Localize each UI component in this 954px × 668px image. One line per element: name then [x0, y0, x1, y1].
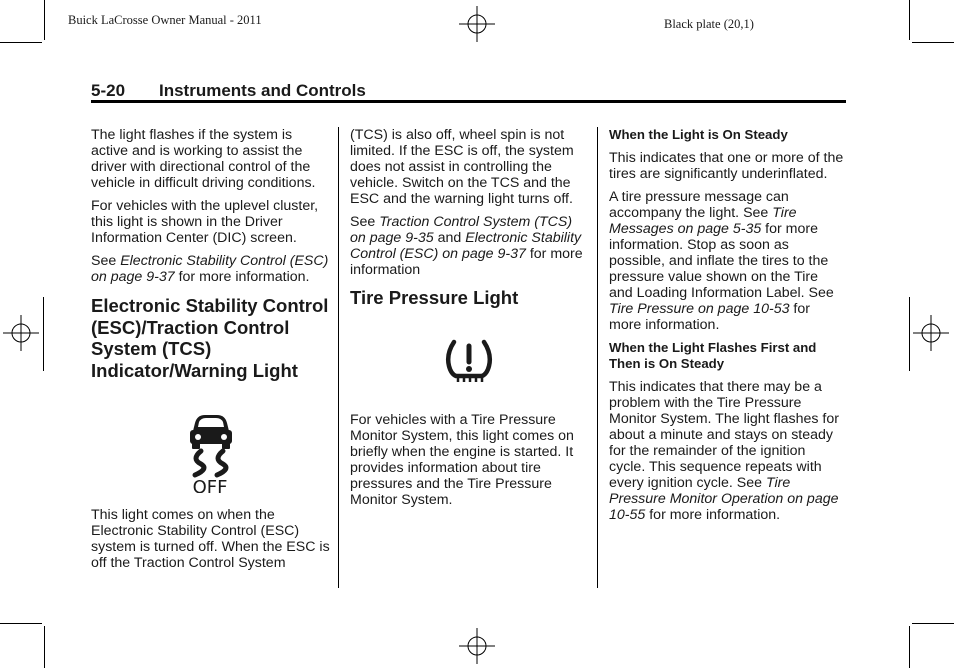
crop-mark — [912, 623, 954, 624]
subheading: When the Light is On Steady — [609, 127, 788, 142]
paragraph: This light comes on when the Electronic Stability Control (ESC) system is turned off. When the ESC is off the Traction Control System — [91, 507, 330, 571]
cross-reference: Electronic Stability Control (ESC) on page 9-37 — [91, 253, 329, 285]
text: for more information. — [645, 507, 781, 523]
column-divider — [597, 127, 598, 588]
cross-reference: Tire Pressure on page 10-53 — [609, 301, 790, 317]
text: for more information — [350, 246, 583, 278]
text: for more information. — [609, 301, 810, 333]
paragraph: The light flashes if the system is active and is working to assist the driver with directional control of the vehicle in difficult driving conditions. — [91, 127, 316, 191]
plate-label-right: Black plate (20,1) — [664, 17, 754, 31]
tire-pressure-icon — [350, 336, 588, 386]
crop-mark — [44, 626, 45, 668]
text: A tire pressure message can accompany the light. See — [609, 189, 789, 221]
text: for more information. — [174, 269, 310, 285]
esc-off-icon — [91, 411, 331, 493]
text: for more information. Stop as soon as possible, and inflate the tires to the pressure value shown on the Tire and Loading Information Label. See — [609, 221, 834, 301]
registration-mark-icon — [913, 315, 949, 351]
crop-mark — [44, 0, 45, 40]
paragraph — [91, 253, 331, 285]
text: See — [91, 253, 121, 269]
page-number: 5-20 — [91, 81, 126, 100]
page-header — [91, 81, 366, 101]
text: This indicates that there may be a problem with the Tire Pressure Monitor System. The light flashes for about a minute and stays on steady for the remainder of the ignition cycle. This sequence repeats with every ignition cycle. See — [609, 379, 839, 491]
crop-mark — [43, 297, 44, 371]
section-heading: Tire Pressure Light — [350, 287, 519, 308]
paragraph — [609, 379, 845, 523]
text: See — [350, 214, 380, 230]
cross-reference: Electronic Stability Control (ESC) on page 9-37 — [350, 230, 582, 262]
registration-mark-icon — [459, 628, 495, 664]
text: and — [433, 230, 466, 246]
registration-mark-icon — [3, 315, 39, 351]
subheading: When the Light Flashes First and Then is On Steady — [609, 340, 817, 371]
header-rule — [91, 100, 846, 103]
crop-mark — [0, 42, 42, 43]
crop-mark — [0, 623, 42, 624]
plate-label-left: Buick LaCrosse Owner Manual - 2011 — [68, 13, 262, 27]
paragraph: This indicates that one or more of the tires are significantly underinflated. — [609, 150, 844, 182]
cross-reference: Tire Messages on page 5-35 — [609, 205, 797, 237]
crop-mark — [909, 626, 910, 668]
paragraph — [609, 189, 845, 333]
column-1 — [91, 127, 331, 578]
paragraph — [350, 214, 588, 278]
column-3 — [609, 127, 845, 530]
crop-mark — [912, 42, 954, 43]
section-heading: Electronic Stability Control (ESC)/Traction Control System (TCS) Indicator/Warning Light — [91, 295, 329, 381]
paragraph: For vehicles with the uplevel cluster, this light is shown in the Driver Information Center (DIC) screen. — [91, 198, 319, 246]
crop-mark — [909, 297, 910, 371]
section-title: Instruments and Controls — [159, 81, 366, 100]
column-divider — [338, 127, 339, 588]
paragraph: For vehicles with a Tire Pressure Monitor System, this light comes on briefly when the engine is started. It provides information about tire pressures and the Tire Pressure Monitor System. — [350, 412, 574, 508]
cross-reference: Tire Pressure Monitor Operation on page 10-55 — [609, 475, 839, 523]
crop-mark — [909, 0, 910, 40]
cross-reference: Traction Control System (TCS) on page 9-35 — [350, 214, 573, 246]
column-2 — [350, 127, 588, 515]
registration-mark-icon — [459, 6, 495, 42]
paragraph: (TCS) is also off, wheel spin is not limited. If the ESC is off, the system does not assist in controlling the vehicle. Switch on the TCS and the ESC and the warning light turns off. — [350, 127, 574, 207]
esc-off-icon-text: OFF — [192, 477, 228, 493]
